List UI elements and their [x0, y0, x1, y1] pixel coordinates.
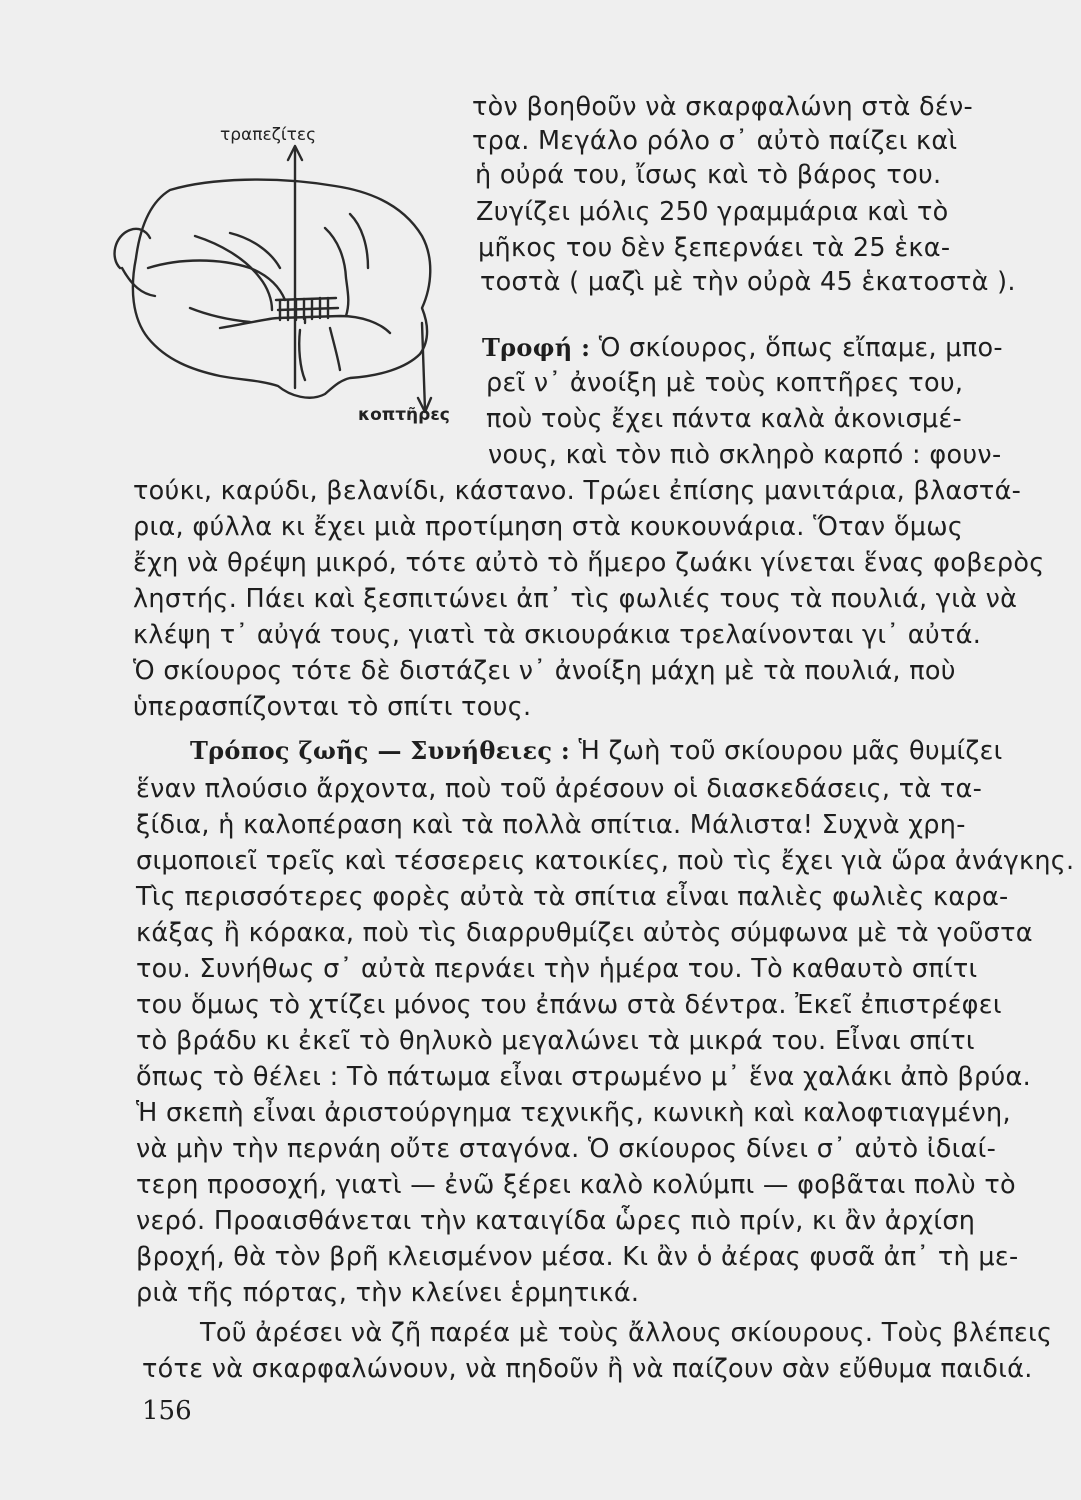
text-line: ρια, φύλλα κι ἔχει μιὰ προτίμηση στὰ κουκουνάρια. Ὅταν ὅμως: [133, 512, 964, 542]
text-line: Ὁ σκίουρος τότε δὲ διστάζει ν᾽ ἀνοίξη μάχη μὲ τὰ πουλιά, ποὺ: [133, 656, 956, 686]
text-line: κάξας ἢ κόρακα, ποὺ τὶς διαρρυθμίζει αὐτὸς σύμφωνα μὲ τὰ γοῦστα: [136, 918, 1033, 948]
text-line: νους, καὶ τὸν πιὸ σκληρὸ καρπό : φουν-: [488, 440, 1002, 470]
text-line: ποὺ τοὺς ἔχει πάντα καλὰ ἀκονισμέ-: [486, 404, 963, 434]
text-line: μῆκος του δὲν ξεπερνάει τὰ 25 ἑκα-: [478, 233, 951, 263]
text-line: του. Συνήθως σ᾽ αὐτὰ περνάει τὴν ἡμέρα του. Τὸ καθαυτὸ σπίτι: [136, 954, 978, 984]
text-line: τοστὰ ( μαζὶ μὲ τὴν οὐρὰ 45 ἑκατοστὰ ).: [480, 267, 1016, 297]
page-number: 156: [142, 1396, 192, 1426]
text-line: ὑπερασπίζονται τὸ σπίτι τους.: [133, 692, 532, 722]
text-line: Ἡ σκεπὴ εἶναι ἀριστούργημα τεχνικῆς, κωνικὴ καὶ καλοφτιαγμένη,: [136, 1098, 1011, 1128]
text-line: ξίδια, ἡ καλοπέραση καὶ τὰ πολλὰ σπίτια. Μάλιστα! Συχνὰ χρη-: [136, 810, 966, 840]
text-line: ἔχη νὰ θρέψη μικρό, τότε αὐτὸ τὸ ἥμερο ζωάκι γίνεται ἕνας φοβερὸς: [133, 548, 1045, 578]
text-line: ληστής. Πάει καὶ ξεσπιτώνει ἀπ᾽ τὶς φωλιές τους τὰ πουλιά, γιὰ νὰ: [133, 584, 1018, 614]
trofi-first-line: [482, 333, 1003, 363]
text-line: ὅπως τὸ θέλει : Τὸ πάτωμα εἶναι στρωμένο μ᾽ ἕνα χαλάκι ἀπὸ βρύα.: [136, 1062, 1032, 1092]
text-line: κλέψη τ᾽ αὐγά τους, γιατὶ τὰ σκιουράκια τρελαίνονται γι᾽ αὐτά.: [133, 620, 982, 650]
text-line: τρα. Μεγάλο ρόλο σ᾽ αὐτὸ παίζει καὶ: [472, 126, 958, 156]
tropos-first-line: [190, 736, 1003, 766]
text-line: Ὁ σκίουρος, ὅπως εἴπαμε, μπο-: [598, 333, 1003, 363]
text-line: σιμοποιεῖ τρεῖς καὶ τέσσερεις κατοικίες, ποὺ τὶς ἔχει γιὰ ὥρα ἀνάγκης.: [136, 846, 1075, 876]
text-line: τὸν βοηθοῦν νὰ σκαρφαλώνη στὰ δέν-: [472, 92, 974, 122]
text-line: τὸ βράδυ κι ἐκεῖ τὸ θηλυκὸ μεγαλώνει τὰ μικρά του. Εἶναι σπίτι: [136, 1026, 975, 1056]
text-line: ριὰ τῆς πόρτας, τὴν κλείνει ἑρμητικά.: [136, 1278, 640, 1308]
text-line: ἡ οὐρά του, ἴσως καὶ τὸ βάρος του.: [475, 160, 942, 190]
text-line: βροχή, θὰ τὸν βρῆ κλεισμένον μέσα. Κι ἂν ὁ ἀέρας φυσᾶ ἀπ᾽ τὴ με-: [136, 1242, 1019, 1272]
text-line: νερό. Προαισθάνεται τὴν καταιγίδα ὧρες πιὸ πρίν, κι ἂν ἀρχίση: [136, 1206, 976, 1236]
section-heading-trofi: Τροφή :: [482, 333, 591, 362]
text-line: τερη προσοχή, γιατὶ — ἐνῶ ξέρει καλὸ κολύμπι — φοβᾶται πολὺ τὸ: [136, 1170, 1016, 1200]
text-line: Ἡ ζωὴ τοῦ σκίουρου μᾶς θυμίζει: [578, 736, 1003, 766]
text-line: τούκι, καρύδι, βελανίδι, κάστανο. Τρώει ἐπίσης μανιτάρια, βλαστά-: [133, 476, 1022, 506]
text-line: Τὶς περισσότερες φορὲς αὐτὰ τὰ σπίτια εἶναι παλιὲς φωλιὲς καρα-: [136, 882, 1009, 912]
text-line: τότε νὰ σκαρφαλώνουν, νὰ πηδοῦν ἢ νὰ παίζουν σὰν εὔθυμα παιδιά.: [142, 1354, 1033, 1384]
label-trapezites: τραπεζίτες: [220, 125, 317, 145]
text-line: Ζυγίζει μόλις 250 γραμμάρια καὶ τὸ: [476, 197, 949, 227]
label-koptires: κοπτῆρες: [358, 405, 450, 425]
text-line: του ὅμως τὸ χτίζει μόνος του ἐπάνω στὰ δέντρα. Ἐκεῖ ἐπιστρέφει: [136, 990, 1002, 1020]
section-heading-tropos: Τρόπος ζωῆς — Συνήθειες :: [190, 736, 571, 765]
text-line: ρεῖ ν᾽ ἀνοίξη μὲ τοὺς κοπτῆρες του,: [486, 368, 964, 398]
skull-sketch: [100, 118, 480, 438]
text-line: νὰ μὴν τὴν περνάη οὔτε σταγόνα. Ὁ σκίουρος δίνει σ᾽ αὐτὸ ἰδιαί-: [136, 1134, 997, 1164]
skull-drawing: [100, 118, 480, 438]
text-line: Τοῦ ἀρέσει νὰ ζῆ παρέα μὲ τοὺς ἄλλους σκίουρους. Τοὺς βλέπεις: [200, 1318, 1053, 1348]
text-line: ἕναν πλούσιο ἄρχοντα, ποὺ τοῦ ἀρέσουν οἱ διασκεδάσεις, τὰ τα-: [136, 774, 983, 804]
